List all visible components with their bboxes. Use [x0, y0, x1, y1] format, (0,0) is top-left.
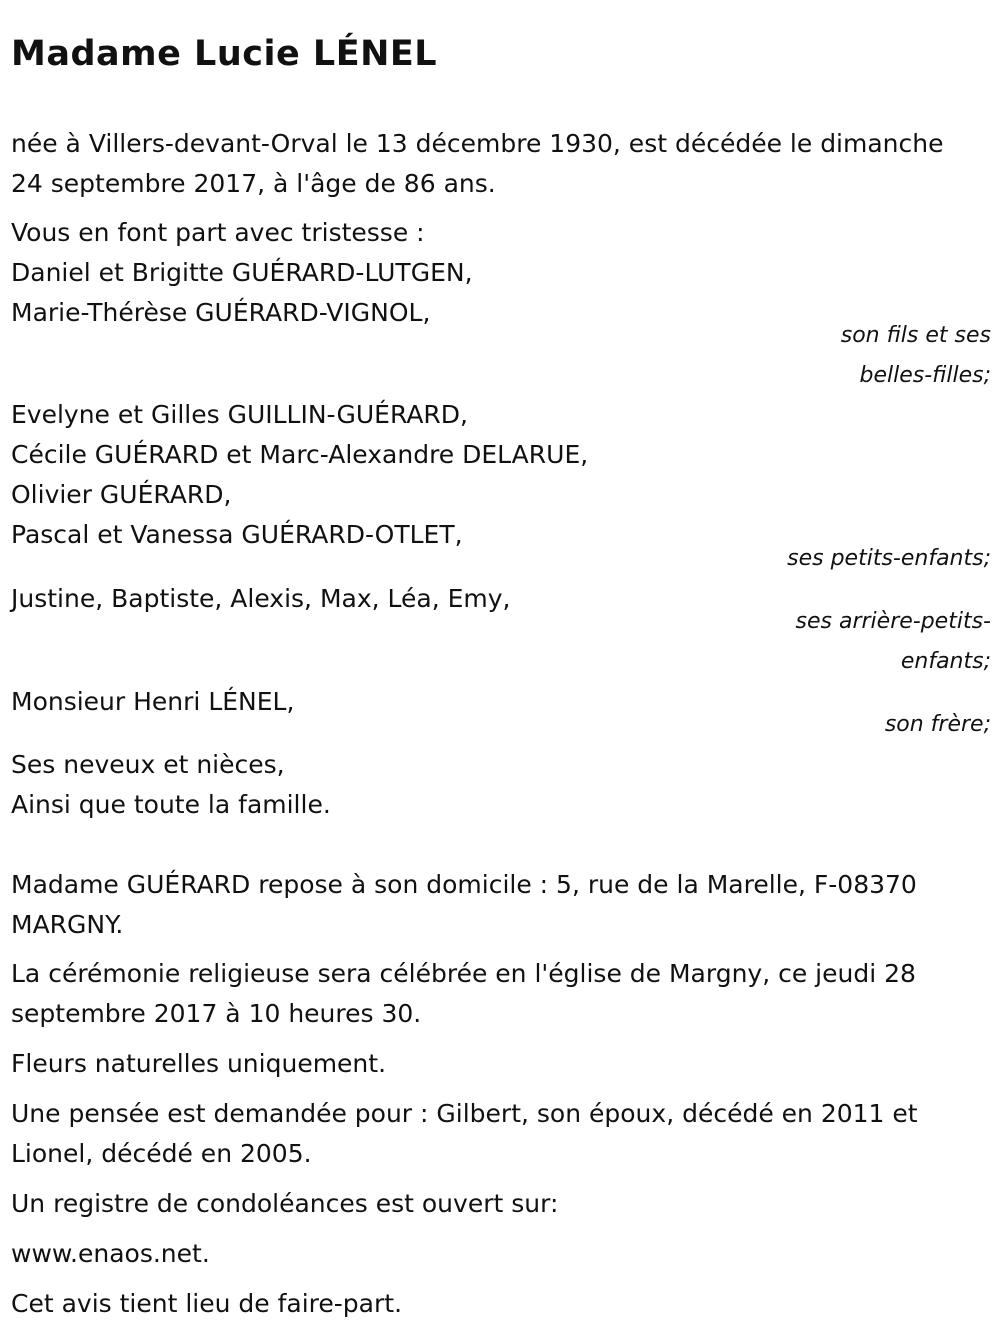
grandchild-line-2: Cécile GUÉRARD et Marc-Alexandre DELARUE,: [11, 440, 589, 469]
child-line-2: Marie-Thérèse GUÉRARD-VIGNOL,: [11, 298, 431, 327]
brother-line: Monsieur Henri LÉNEL,: [11, 687, 295, 716]
registry-text: Un registre de condoléances est ouvert sur:: [11, 1189, 559, 1218]
thought-line-2: Lionel, décédé en 2005.: [11, 1139, 312, 1168]
great-grandchildren-line: Justine, Baptiste, Alexis, Max, Léa, Emy,: [11, 584, 511, 613]
grandchild-line-4: Pascal et Vanessa GUÉRARD-OTLET,: [11, 520, 463, 549]
website-link[interactable]: www.enaos.net.: [11, 1239, 210, 1268]
repose-line-1: Madame GUÉRARD repose à son domicile : 5, rue de la Marelle, F-08370: [11, 870, 917, 899]
others-line-1: Ses neveux et nièces,: [11, 750, 285, 779]
great-grandchildren-relation-line-1: ses arrière-petits-: [795, 609, 991, 634]
closing-text: Cet avis tient lieu de faire-part.: [11, 1289, 403, 1318]
flowers-text: Fleurs naturelles uniquement.: [11, 1049, 387, 1078]
intro-line-1: née à Villers-devant-Orval le 13 décembre 1930, est décédée le dimanche: [11, 129, 944, 158]
grandchild-line-3: Olivier GUÉRARD,: [11, 480, 232, 509]
grandchildren-relation: ses petits-enfants;: [787, 546, 991, 571]
ceremony-line-1: La cérémonie religieuse sera célébrée en l'église de Margny, ce jeudi 28: [11, 959, 916, 988]
others-line-2: Ainsi que toute la famille.: [11, 790, 331, 819]
children-relation-line-2: belles-filles;: [859, 363, 991, 388]
grandchild-line-1: Evelyne et Gilles GUILLIN-GUÉRARD,: [11, 400, 468, 429]
child-line-1: Daniel et Brigitte GUÉRARD-LUTGEN,: [11, 258, 473, 287]
page-title: Madame Lucie LÉNEL: [11, 34, 438, 74]
intro-line-2: 24 septembre 2017, à l'âge de 86 ans.: [11, 169, 496, 198]
brother-relation: son frère;: [884, 712, 991, 737]
great-grandchildren-relation-line-2: enfants;: [900, 649, 991, 674]
repose-line-2: MARGNY.: [11, 910, 124, 939]
children-relation-line-1: son fils et ses: [840, 323, 991, 348]
announce-text: Vous en font part avec tristesse :: [11, 218, 425, 247]
thought-line-1: Une pensée est demandée pour : Gilbert, son époux, décédé en 2011 et: [11, 1099, 918, 1128]
ceremony-line-2: septembre 2017 à 10 heures 30.: [11, 999, 422, 1028]
